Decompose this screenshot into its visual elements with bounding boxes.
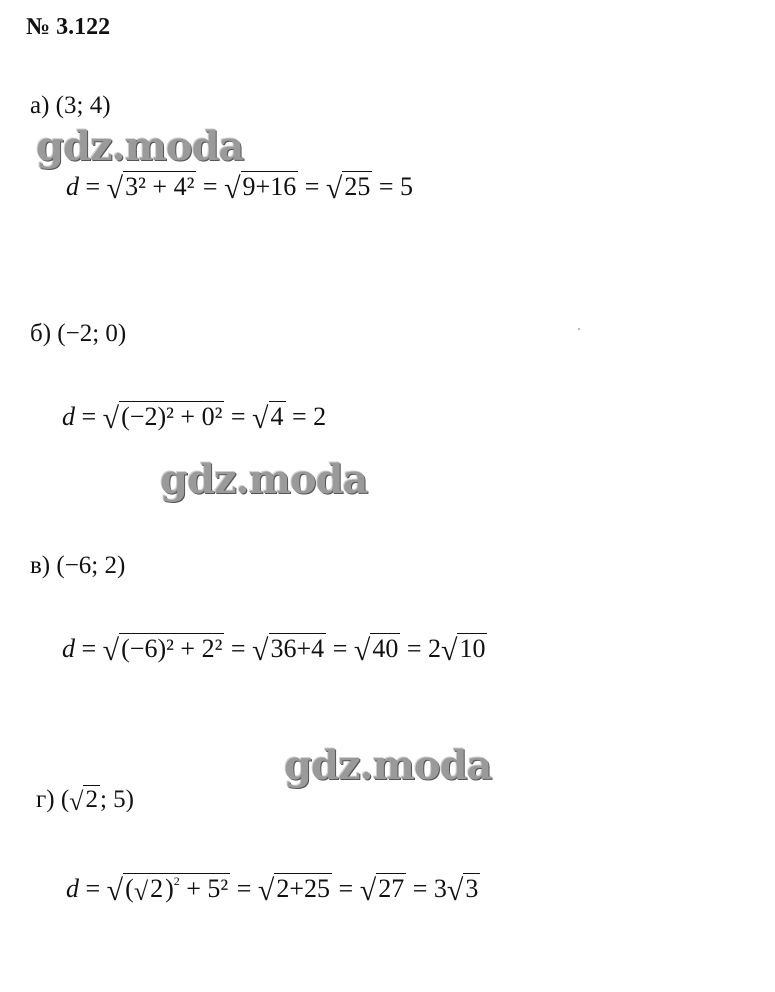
watermark: gdz.moda: [36, 123, 244, 170]
radicand: 40: [372, 634, 399, 663]
radicand: 36+4: [270, 634, 325, 663]
watermark: gdz.moda: [284, 742, 492, 789]
radicand: $(√2)^2 + 5^2$: [125, 874, 229, 906]
item-b-label: б) (−2; 0): [30, 320, 127, 347]
radicand: 25: [344, 172, 371, 201]
item-c-formula: d = √(−6)² + 2² = √36+4 = √40 = 2√10: [62, 634, 486, 667]
radicand: 10: [459, 634, 486, 663]
item-b-formula: d = √(−2)² + 0² = √4 = 2: [62, 402, 327, 435]
watermark: gdz.moda: [160, 456, 368, 503]
radicand: 4: [270, 402, 284, 431]
item-d-label: г) (√2; 5): [36, 786, 134, 816]
speck: [578, 328, 580, 330]
radicand: 2+25: [276, 874, 331, 903]
item-d-formula: $d = √(√2)^2 + 5^2 = √2+25 = √27 = 3√3$: [66, 874, 479, 907]
radicand: 3: [465, 874, 479, 903]
radicand: (−2)² + 0²: [121, 402, 223, 431]
radicand: 27: [378, 874, 405, 903]
radicand: 9+16: [242, 172, 297, 201]
radicand: 3² + 4²: [125, 172, 195, 201]
item-c-label: в) (−6; 2): [30, 552, 126, 579]
item-a-formula: d = √3² + 4² = √9+16 = √25 = 5: [66, 172, 414, 205]
radicand: (−6)² + 2²: [121, 634, 223, 663]
problem-number: № 3.122: [26, 14, 111, 40]
item-a-label: а) (3; 4): [30, 92, 111, 119]
